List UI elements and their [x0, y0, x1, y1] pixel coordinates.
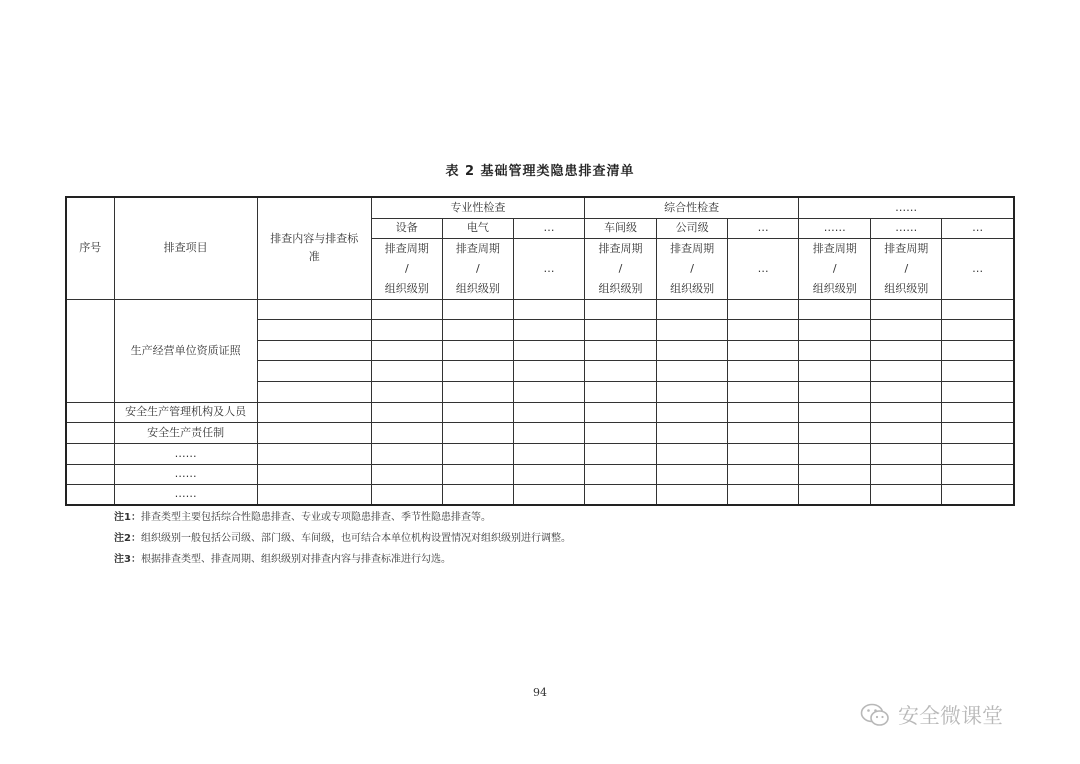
watermark-text: 安全微课堂	[898, 704, 1003, 728]
notes	[114, 507, 571, 570]
header-content: 排查内容与排查标准	[257, 197, 371, 299]
item-placeholder: ……	[114, 464, 257, 484]
header-ellipsis: …	[942, 218, 1014, 238]
header-workshop: 车间级	[584, 218, 656, 238]
item-responsibility: 安全生产责任制	[114, 422, 257, 443]
header-equipment: 设备	[371, 218, 442, 238]
header-period-level: 排查周期 / 组织级别	[584, 238, 656, 299]
item-org-personnel: 安全生产管理机构及人员	[114, 402, 257, 422]
header-ellipsis: …	[513, 218, 584, 238]
header-period-level: 排查周期 / 组织级别	[871, 238, 942, 299]
header-ellipsis: …	[728, 218, 799, 238]
header-dots: ……	[871, 218, 942, 238]
header-other: ……	[799, 197, 1014, 218]
note-2: 注2：组织级别一般包括公司级、部门级、车间级，也可结合本单位机构设置情况对组织级别进行调整。	[114, 533, 571, 544]
item-qualification: 生产经营单位资质证照	[114, 299, 257, 402]
page-number: 94	[533, 686, 547, 699]
hazard-checklist-table	[65, 196, 1015, 506]
watermark	[860, 700, 1003, 730]
header-period-level: 排查周期 / 组织级别	[442, 238, 513, 299]
note-3: 注3：根据排查类型、排查周期、组织级别对排查内容与排查标准进行勾选。	[114, 554, 451, 565]
page-title: 表 2 基础管理类隐患排查清单	[445, 164, 635, 179]
header-dots: ……	[799, 218, 871, 238]
header-period-level: 排查周期 / 组织级别	[371, 238, 442, 299]
header-period-level: 排查周期 / 组织级别	[799, 238, 871, 299]
header-seq: 序号	[66, 197, 114, 299]
seq-cell	[66, 464, 114, 484]
seq-cell	[66, 402, 114, 422]
header-ellipsis: …	[513, 238, 584, 299]
seq-cell	[66, 299, 114, 402]
item-placeholder: ……	[114, 484, 257, 505]
seq-cell	[66, 484, 114, 505]
wechat-logo-icon	[860, 702, 890, 728]
header-professional: 专业性检查	[371, 197, 584, 218]
header-item: 排查项目	[114, 197, 257, 299]
seq-cell	[66, 422, 114, 443]
header-electrical: 电气	[442, 218, 513, 238]
header-comprehensive: 综合性检查	[584, 197, 798, 218]
header-ellipsis: …	[942, 238, 1014, 299]
item-placeholder: ……	[114, 443, 257, 464]
header-period-level: 排查周期 / 组织级别	[657, 238, 728, 299]
note-1: 注1：排查类型主要包括综合性隐患排查、专业或专项隐患排查、季节性隐患排查等。	[114, 512, 491, 523]
seq-cell	[66, 443, 114, 464]
header-company: 公司级	[657, 218, 728, 238]
header-ellipsis: …	[728, 238, 799, 299]
